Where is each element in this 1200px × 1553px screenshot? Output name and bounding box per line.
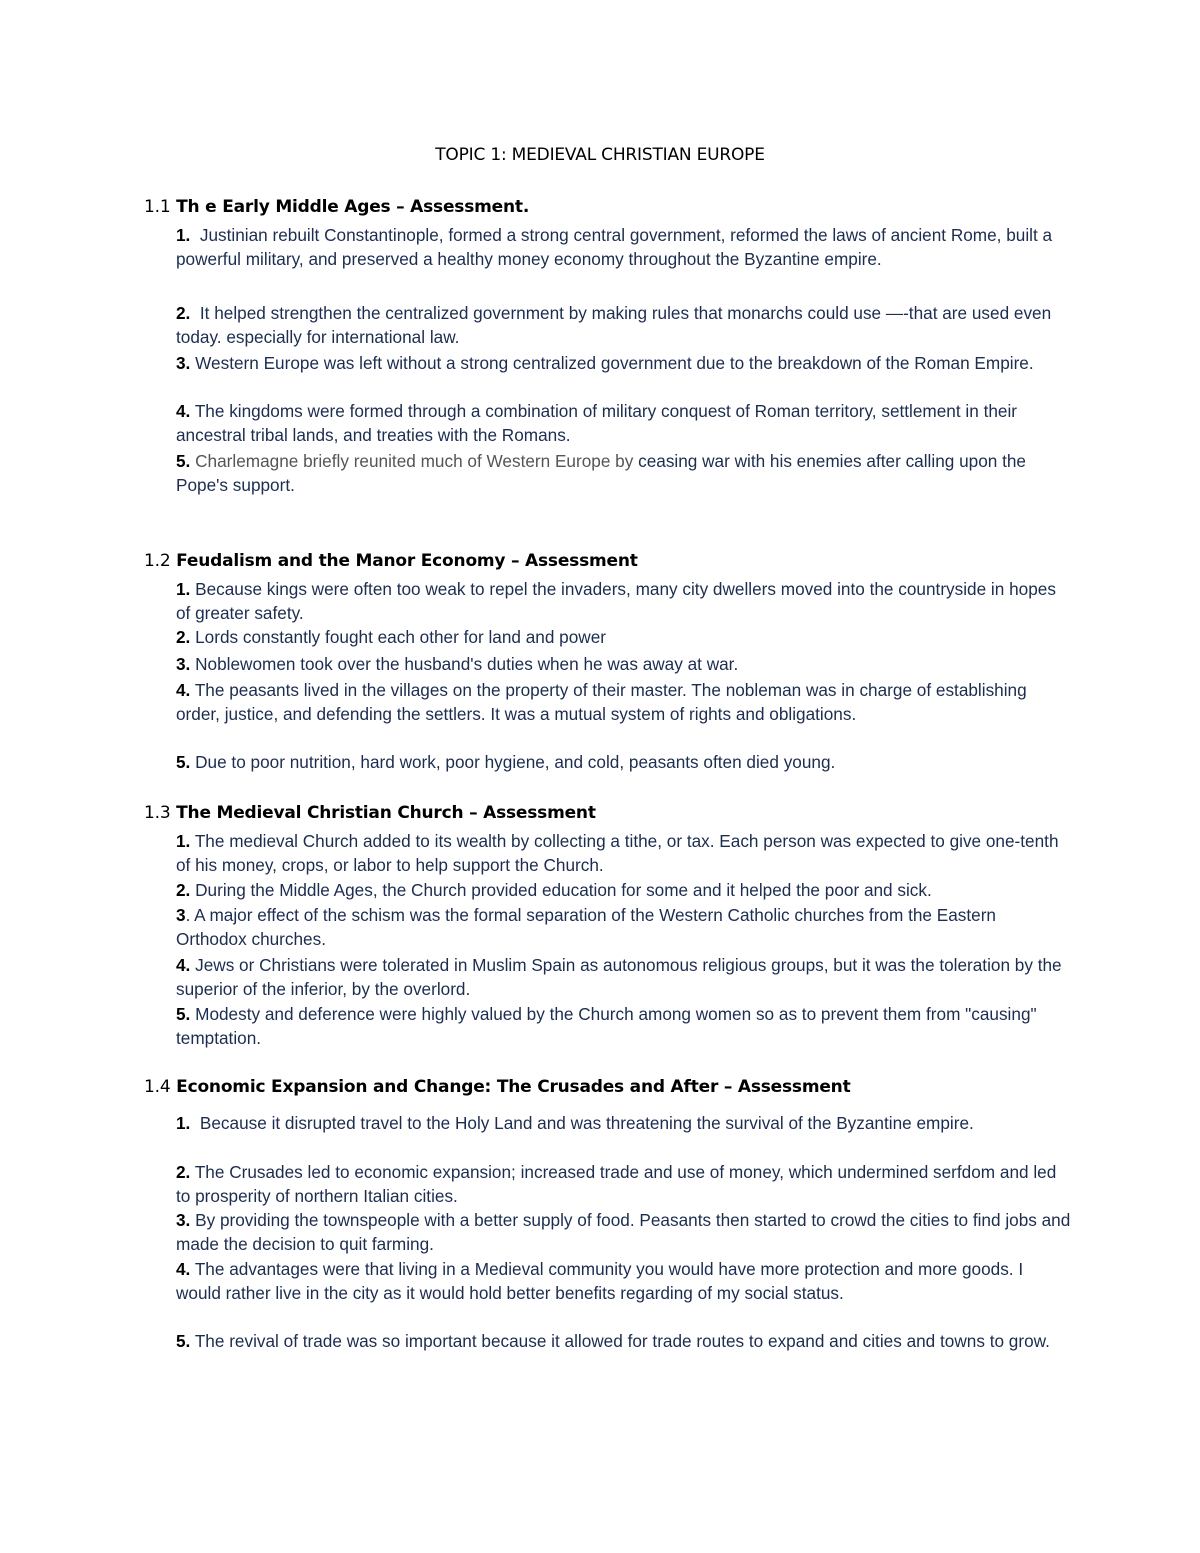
item-number: 3 <box>176 905 186 925</box>
section-title: Feudalism and the Manor Economy – Assessment <box>176 551 638 571</box>
item-text: The revival of trade was so important because it allowed for trade routes to expand and cities and towns to grow. <box>194 1331 1050 1351</box>
answer-item <box>176 653 1071 677</box>
item-text: ceasing war with his enemies after calling upon the Pope's support. <box>176 451 1026 495</box>
answer-item <box>176 1112 1071 1136</box>
item-number: 3. <box>176 353 191 373</box>
item-number: 2. <box>176 303 191 323</box>
item-text: It helped strengthen the centralized government by making rules that monarchs could use —-that are used even today. especially for international law. <box>176 303 1052 347</box>
answer-item <box>176 626 1071 650</box>
answer-item <box>176 879 1071 903</box>
item-text: Because kings were often too weak to repel the invaders, many city dwellers moved into the countryside in hopes of greater safety. <box>176 579 1056 623</box>
item-number: 1. <box>176 831 191 851</box>
answer-item <box>176 1161 1071 1208</box>
item-number: 5. <box>176 451 191 471</box>
item-number: 2. <box>176 880 191 900</box>
item-text: Justinian rebuilt Constantinople, formed a strong central government, reformed the laws of ancient Rome, built a powerful military, and preserved a healthy money economy throughout the Byzantine empire. <box>176 225 1053 269</box>
answer-item <box>176 302 1071 349</box>
section-number: 1.1 <box>144 197 171 217</box>
answer-item <box>176 578 1071 625</box>
item-text: Lords constantly fought each other for land and power <box>195 627 606 647</box>
item-text: The Crusades led to economic expansion; increased trade and use of money, which undermined serfdom and led to prosperity of northern Italian cities. <box>176 1162 1057 1206</box>
item-text: Due to poor nutrition, hard work, poor hygiene, and cold, peasants often died young. <box>195 752 836 772</box>
item-number: 5. <box>176 1331 191 1351</box>
item-number: 1. <box>176 579 191 599</box>
section-title: Economic Expansion and Change: The Crusades and After – Assessment <box>176 1077 851 1097</box>
section-heading-1-1 <box>144 197 529 217</box>
item-text: The peasants lived in the villages on the property of their master. The nobleman was in charge of establishing order, justice, and defending the settlers. It was a mutual system of rights and obligations. <box>176 680 1027 724</box>
item-text: Western Europe was left without a strong centralized government due to the breakdown of the Roman Empire. <box>195 353 1034 373</box>
item-text-highlighted: Charlemagne briefly reunited much of Western Europe by <box>195 451 634 471</box>
item-text: During the Middle Ages, the Church provided education for some and it helped the poor and sick. <box>195 880 932 900</box>
item-text: Noblewomen took over the husband's duties when he was away at war. <box>195 654 739 674</box>
answer-item <box>176 224 1071 271</box>
answer-item <box>176 400 1071 447</box>
answer-item <box>176 679 1071 726</box>
item-number: 3. <box>176 1210 191 1230</box>
item-text: Jews or Christians were tolerated in Muslim Spain as autonomous religious groups, but it was the toleration by the superior of the inferior, by the overlord. <box>176 955 1062 999</box>
section-heading-1-2 <box>144 551 638 571</box>
answer-item <box>176 954 1071 1001</box>
item-text: The medieval Church added to its wealth by collecting a tithe, or tax. Each person was expected to give one-tenth of his money, crops, or labor to help support the Church. <box>176 831 1059 875</box>
item-number: 2. <box>176 1162 191 1182</box>
item-number: 4. <box>176 955 191 975</box>
section-number: 1.2 <box>144 551 171 571</box>
document-title: TOPIC 1: MEDIEVAL CHRISTIAN EUROPE <box>435 145 765 165</box>
answer-item <box>176 751 1071 775</box>
item-number: 4. <box>176 680 191 700</box>
section-title: The Medieval Christian Church – Assessment <box>176 803 596 823</box>
answer-item <box>176 1330 1071 1354</box>
item-text: The kingdoms were formed through a combination of military conquest of Roman territory, settlement in their ancestral tribal lands, and treaties with the Romans. <box>176 401 1018 445</box>
item-number: 4. <box>176 1259 191 1279</box>
item-number: 5. <box>176 1004 191 1024</box>
item-number: 2. <box>176 627 191 647</box>
section-number: 1.4 <box>144 1077 171 1097</box>
section-number: 1.3 <box>144 803 171 823</box>
answer-item <box>176 1258 1071 1305</box>
answer-item <box>176 830 1071 877</box>
item-text: Because it disrupted travel to the Holy Land and was threatening the survival of the Byzantine empire. <box>199 1113 974 1133</box>
item-number: 1. <box>176 225 191 245</box>
item-number: 3. <box>176 654 191 674</box>
item-number: 1. <box>176 1113 191 1133</box>
item-text: Modesty and deference were highly valued by the Church among women so as to prevent them from "causing" temptation. <box>176 1004 1037 1048</box>
answer-item <box>176 1209 1071 1256</box>
answer-item <box>176 352 1071 376</box>
section-heading-1-4 <box>144 1077 851 1097</box>
section-title: Th e Early Middle Ages – Assessment. <box>176 197 530 217</box>
answer-item <box>176 904 1071 951</box>
item-text: . A major effect of the schism was the formal separation of the Western Catholic churches from the Eastern Orthodox churches. <box>176 905 996 949</box>
answer-item <box>176 1003 1071 1050</box>
item-text: The advantages were that living in a Medieval community you would have more protection and more goods. I would rather live in the city as it would hold better benefits regarding of my social status. <box>176 1259 1024 1303</box>
item-number: 5. <box>176 752 191 772</box>
item-text: By providing the townspeople with a better supply of food. Peasants then started to crowd the cities to find jobs and made the decision to quit farming. <box>176 1210 1071 1254</box>
answer-item <box>176 450 1071 497</box>
section-heading-1-3 <box>144 803 596 823</box>
item-number: 4. <box>176 401 191 421</box>
